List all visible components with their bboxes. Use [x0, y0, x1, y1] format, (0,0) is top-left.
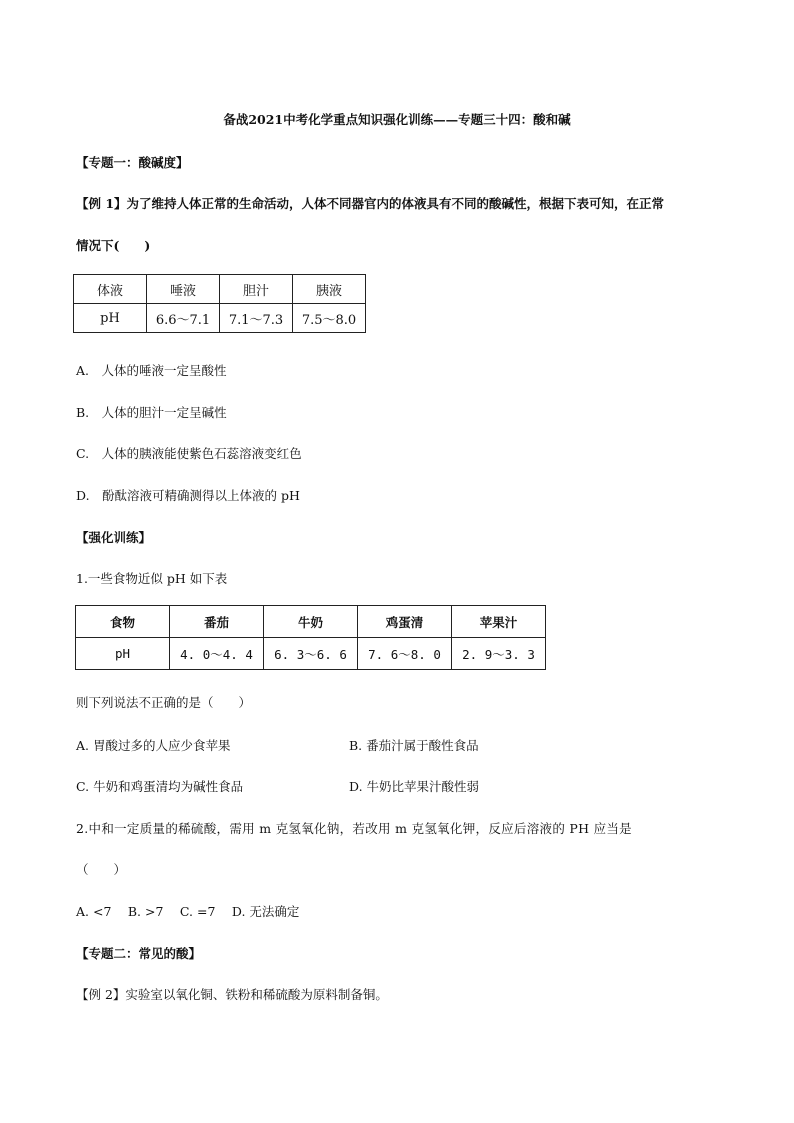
- table-header-row: [74, 275, 366, 304]
- example1-option-b: B. 人体的胆汁一定呈碱性: [76, 405, 227, 420]
- table-cell: 4. 0～4. 4: [170, 638, 264, 670]
- table-cell: 唾液: [147, 275, 220, 304]
- section-heading-topic1: 【专题一：酸碱度】: [76, 155, 189, 170]
- table-cell: 6.6～7.1: [147, 304, 220, 333]
- example1-option-c: C. 人体的胰液能使紫色石蕊溶液变红色: [76, 446, 302, 461]
- example1-option-d: D. 酚酞溶液可精确测得以上体液的 pH: [76, 488, 300, 503]
- table-cell: 胆汁: [220, 275, 293, 304]
- food-ph-table: [75, 605, 546, 670]
- table-row: [76, 638, 546, 670]
- table-cell: 7.5～8.0: [293, 304, 366, 333]
- table-cell: 7. 6～8. 0: [358, 638, 452, 670]
- table-cell: 7.1～7.3: [220, 304, 293, 333]
- table-cell: 牛奶: [264, 606, 358, 638]
- table-cell: 番茄: [170, 606, 264, 638]
- table-cell: pH: [74, 304, 147, 333]
- example1-option-a: A. 人体的唾液一定呈酸性: [76, 363, 227, 378]
- page-title: 备战2021中考化学重点知识强化训练——专题三十四：酸和碱: [223, 112, 571, 127]
- table-cell: 苹果汁: [452, 606, 546, 638]
- table-cell: 鸡蛋清: [358, 606, 452, 638]
- table-cell: 2. 9～3. 3: [452, 638, 546, 670]
- example1-stem-line1: 【例 1】为了维持人体正常的生命活动，人体不同器官内的体液具有不同的酸碱性，根据下表可知，在正常: [76, 196, 665, 211]
- q1-question: 则下列说法不正确的是（ ）: [76, 695, 252, 710]
- table-header-row: [76, 606, 546, 638]
- body-fluid-ph-table: [73, 274, 366, 333]
- section-heading-training: 【强化训练】: [76, 530, 152, 545]
- q1-option-c: C. 牛奶和鸡蛋清均为碱性食品: [76, 779, 244, 794]
- q2-options: A. <7 B. >7 C. =7 D. 无法确定: [76, 904, 300, 919]
- example1-stem-line2: 情况下( ): [76, 238, 151, 253]
- table-cell: 体液: [74, 275, 147, 304]
- example2-stem: 【例 2】实验室以氧化铜、铁粉和稀硫酸为原料制备铜。: [76, 987, 388, 1002]
- table-cell: 6. 3～6. 6: [264, 638, 358, 670]
- section-heading-topic2: 【专题二：常见的酸】: [76, 946, 202, 961]
- q2-answer-paren: （ ）: [76, 862, 127, 877]
- q2-stem: 2.中和一定质量的稀硫酸，需用 m 克氢氧化钠，若改用 m 克氢氧化钾，反应后溶液的 PH 应当是: [76, 821, 632, 836]
- table-cell: 食物: [76, 606, 170, 638]
- q1-option-a: A. 胃酸过多的人应少食苹果: [76, 738, 231, 753]
- q1-option-b: B. 番茄汁属于酸性食品: [349, 738, 479, 753]
- q1-stem: 1.一些食物近似 pH 如下表: [76, 571, 228, 586]
- table-cell: 胰液: [293, 275, 366, 304]
- table-row: [74, 304, 366, 333]
- q1-option-d: D. 牛奶比苹果汁酸性弱: [349, 779, 480, 794]
- table-cell: pH: [76, 638, 170, 670]
